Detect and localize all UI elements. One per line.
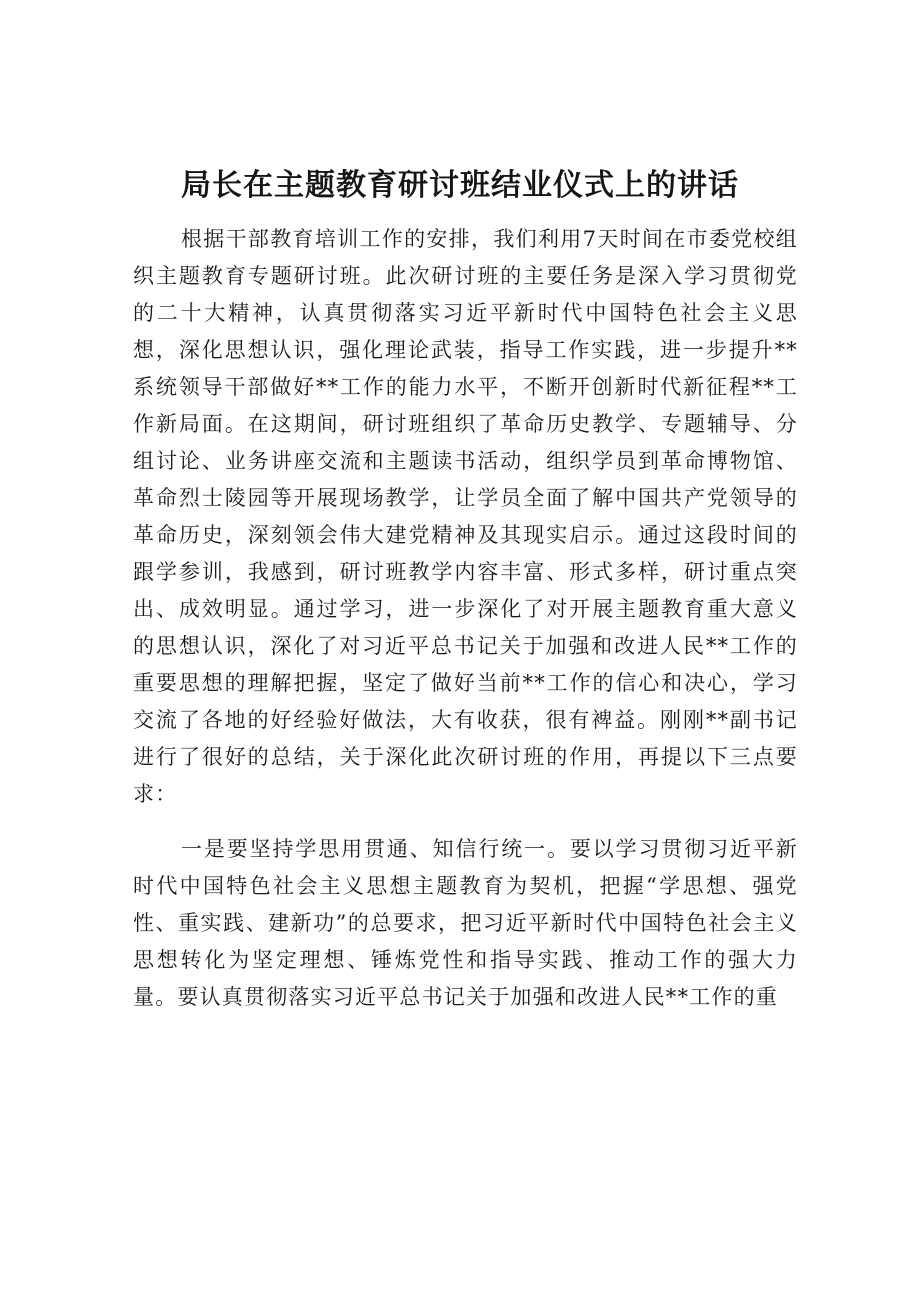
- document-body: [133, 221, 798, 1016]
- document-title: 局长在主题教育研讨班结业仪式上的讲话: [181, 168, 739, 203]
- body-paragraph-point-one: 一是要坚持学思用贯通、知信行统一。要以学习贯彻习近平新时代中国特色社会主义思想主题教育为契机，把握“学思想、强党性、重实践、建新功”的总要求，把习近平新时代中国特色社会主义思想转化为坚定理想、锤炼党性和指导实践、推动工作的强大力量。要认真贯彻落实习近平总书记关于加强和改进人民**工作的重: [133, 837, 798, 1009]
- body-paragraph-intro: 根据干部教育培训工作的安排，我们利用7天时间在市委党校组织主题教育专题研讨班。此次研讨班的主要任务是深入学习贯彻党的二十大精神，认真贯彻落实习近平新时代中国特色社会主义思想，深化思想认识，强化理论武装，指导工作实践，进一步提升**系统领导干部做好**工作的能力水平，不断开创新时代新征程**工作新局面。在这期间，研讨班组织了革命历史教学、专题辅导、分组讨论、业务讲座交流和主题读书活动，组织学员到革命博物馆、革命烈士陵园等开展现场教学，让学员全面了解中国共产党领导的革命历史，深刻领会伟大建党精神及其现实启示。通过这段时间的跟学参训，我感到，研讨班教学内容丰富、形式多样，研讨重点突出、成效明显。通过学习，进一步深化了对开展主题教育重大意义的思想认识，深化了对习近平总书记关于加强和改进人民**工作的重要思想的理解把握，坚定了做好当前**工作的信心和决心，学习交流了各地的好经验好做法，大有收获，很有裨益。刚刚**副书记进行了很好的总结，关于深化此次研讨班的作用，再提以下三点要求：: [133, 227, 798, 806]
